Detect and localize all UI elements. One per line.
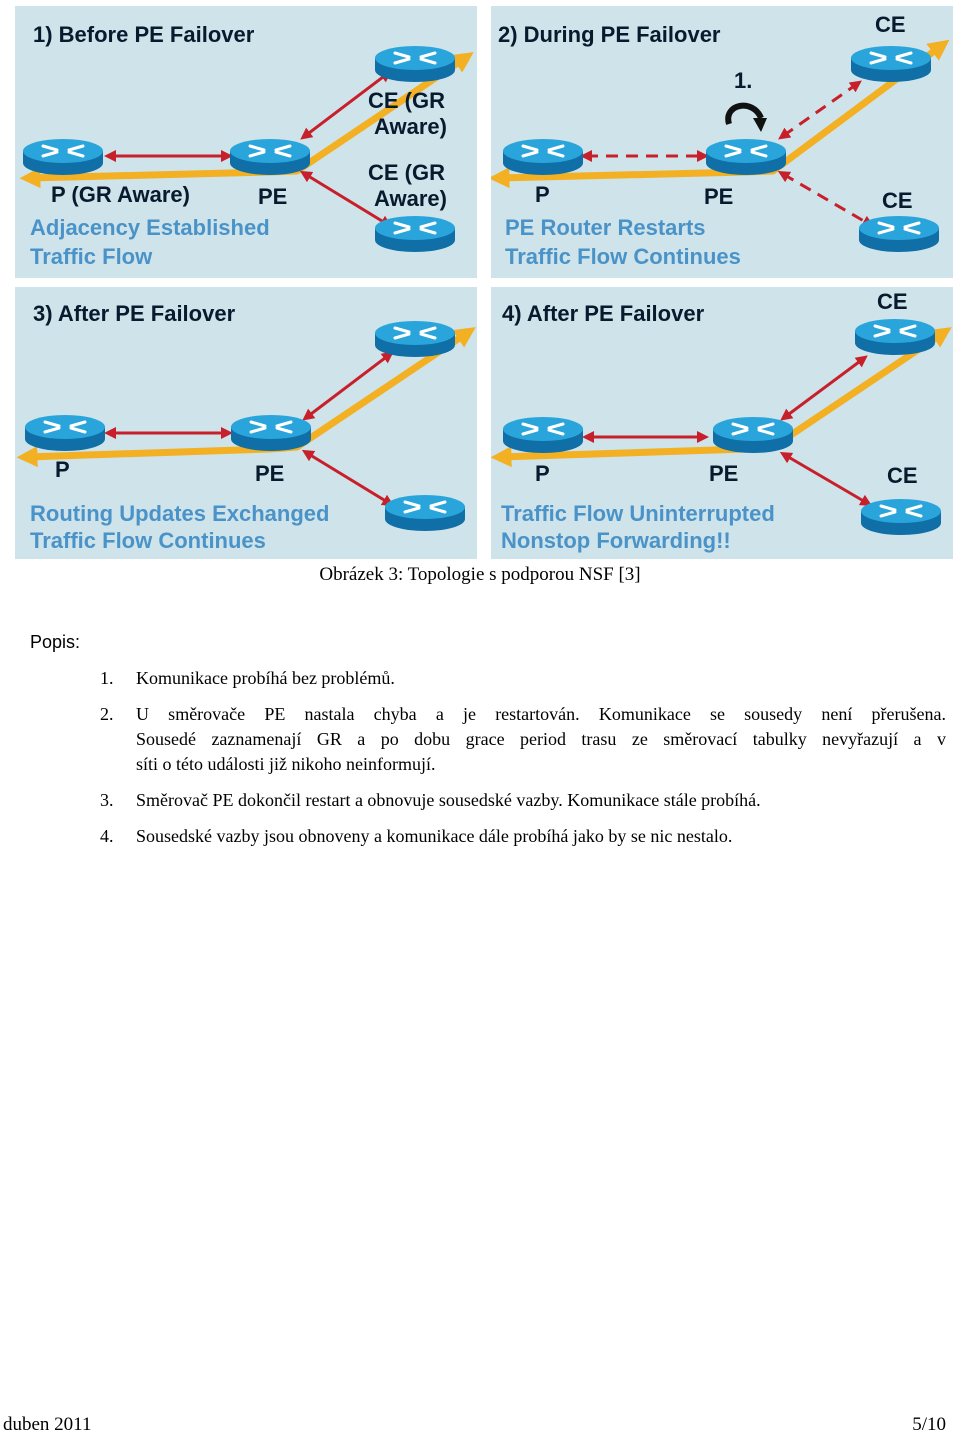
- restart-arrowhead-icon: [753, 118, 767, 132]
- panel-before-pe-failover: [15, 6, 477, 278]
- list-item: [100, 824, 946, 849]
- panel-caption-line-1: PE Router Restarts: [505, 215, 706, 240]
- description-heading: Popis:: [30, 632, 81, 652]
- list-item-line: Směrovač PE dokončil restart a obnovuje sousedské vazby. Komunikace stále probíhá.: [136, 790, 761, 810]
- router-p-icon: [23, 139, 103, 175]
- label-ce-top: CE: [877, 289, 908, 314]
- panel-caption-line-1: Routing Updates Exchanged: [30, 501, 330, 526]
- list-item-number: 1.: [100, 668, 114, 688]
- panel-title: 2) During PE Failover: [498, 22, 721, 47]
- list-item-number: 3.: [100, 790, 114, 810]
- description-list: [100, 666, 946, 860]
- router-pe-icon: [713, 417, 793, 453]
- label-ce-bottom: CE: [887, 463, 918, 488]
- nsf-topology-figure: [0, 0, 960, 560]
- router-pe-icon: [706, 139, 786, 175]
- panel-title: 1) Before PE Failover: [33, 22, 255, 47]
- list-item-line: Sousedé zaznamenají GR a po dobu grace period trasu ze směrovací tabulky nevyřazují a v: [136, 729, 946, 749]
- panel-caption-line-2: Nonstop Forwarding!!: [501, 528, 731, 553]
- list-item-number: 4.: [100, 826, 114, 846]
- label-ce-bottom: CE: [882, 188, 913, 213]
- figure-caption: Obrázek 3: Topologie s podporou NSF [3]: [319, 564, 641, 585]
- adjacency-pe-ce-bottom: [307, 453, 389, 503]
- list-item: [100, 788, 946, 813]
- list-item: [100, 702, 946, 777]
- label-pe: PE: [704, 184, 734, 209]
- label-ce-bottom-1: CE (GR: [368, 160, 445, 185]
- router-ce-top-icon: [855, 319, 935, 355]
- panel-caption-line-2: Traffic Flow: [30, 244, 153, 269]
- panel-caption-line-2: Traffic Flow Continues: [30, 528, 266, 553]
- label-p: P: [535, 182, 550, 207]
- panel-caption-line-2: Traffic Flow Continues: [505, 244, 741, 269]
- panel-title: 3) After PE Failover: [33, 301, 236, 326]
- list-item-line: U směrovače PE nastala chyba a je restartován. Komunikace se sousedy není přerušena.: [136, 704, 946, 724]
- router-ce-bottom-icon: [385, 495, 465, 531]
- label-pe: PE: [255, 461, 285, 486]
- label-pe: PE: [258, 184, 288, 209]
- list-item: [100, 666, 946, 691]
- page-number: 5/10: [912, 1414, 946, 1435]
- router-p-icon: [25, 415, 105, 451]
- router-ce-top-icon: [375, 321, 455, 357]
- router-ce-top-icon: [375, 46, 455, 82]
- router-pe-icon: [231, 415, 311, 451]
- label-ce-bottom-2: Aware): [374, 186, 447, 211]
- router-ce-bottom-icon: [861, 499, 941, 535]
- router-p-icon: [503, 139, 583, 175]
- label-pe: PE: [709, 461, 739, 486]
- label-p: P: [535, 461, 550, 486]
- label-ce-top: CE: [875, 12, 906, 37]
- panel-after-pe-failover-3: [15, 287, 477, 559]
- panel-after-pe-failover-4: [491, 287, 953, 559]
- label-ce-top-2: Aware): [374, 114, 447, 139]
- router-ce-top-icon: [851, 46, 931, 82]
- router-pe-icon: [230, 139, 310, 175]
- router-p-icon: [503, 417, 583, 453]
- list-item-line: Sousedské vazby jsou obnoveny a komunikace dále probíhá jako by se nic nestalo.: [136, 826, 733, 846]
- label-p: P (GR Aware): [51, 182, 190, 207]
- footer-date: duben 2011: [3, 1414, 92, 1435]
- adjacency-pe-ce-top: [307, 355, 389, 417]
- adjacency-pe-ce-top: [785, 359, 863, 417]
- panel-caption-line-1: Traffic Flow Uninterrupted: [501, 501, 775, 526]
- panel-title: 4) After PE Failover: [502, 301, 705, 326]
- adjacency-pe-ce-bottom-interrupted: [783, 174, 869, 224]
- router-ce-bottom-icon: [859, 216, 939, 252]
- router-ce-bottom-icon: [375, 216, 455, 252]
- adjacency-pe-ce-bottom: [785, 455, 867, 503]
- label-p: P: [55, 457, 70, 482]
- list-item-line: Komunikace probíhá bez problémů.: [136, 668, 395, 688]
- label-ce-top-1: CE (GR: [368, 88, 445, 113]
- panel-during-pe-failover: [491, 6, 953, 278]
- panel-caption-line-1: Adjacency Established: [30, 215, 270, 240]
- list-item-line: síti o této události již nikoho neinformují.: [136, 754, 436, 774]
- label-step: 1.: [734, 68, 753, 93]
- list-item-number: 2.: [100, 704, 114, 724]
- adjacency-pe-ce-top-interrupted: [783, 84, 857, 136]
